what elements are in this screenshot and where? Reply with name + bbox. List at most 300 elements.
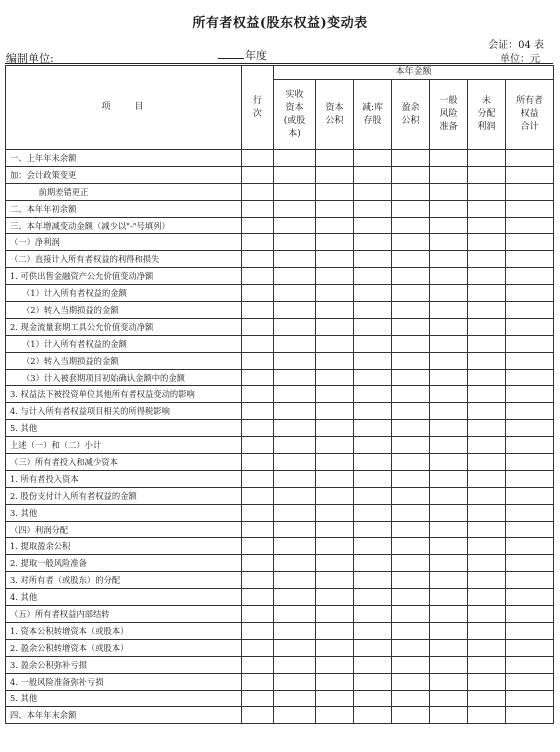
amount-cell[interactable] (468, 234, 506, 251)
amount-cell[interactable] (316, 437, 354, 454)
amount-cell[interactable] (506, 150, 554, 167)
line-number-cell[interactable] (242, 302, 274, 319)
amount-cell[interactable] (316, 454, 354, 471)
amount-cell[interactable] (316, 690, 354, 707)
amount-cell[interactable] (354, 217, 392, 234)
amount-cell[interactable] (468, 690, 506, 707)
amount-cell[interactable] (354, 150, 392, 167)
amount-cell[interactable] (506, 369, 554, 386)
amount-cell[interactable] (316, 673, 354, 690)
amount-cell[interactable] (354, 470, 392, 487)
amount-cell[interactable] (354, 521, 392, 538)
amount-cell[interactable] (506, 200, 554, 217)
amount-cell[interactable] (430, 437, 468, 454)
amount-cell[interactable] (392, 454, 430, 471)
amount-cell[interactable] (354, 420, 392, 437)
amount-cell[interactable] (316, 318, 354, 335)
line-number-cell[interactable] (242, 521, 274, 538)
amount-cell[interactable] (354, 234, 392, 251)
amount-cell[interactable] (468, 285, 506, 302)
row-label: 1. 资本公积转增资本（或股本） (6, 622, 242, 639)
amount-cell[interactable] (392, 268, 430, 285)
line-number-cell[interactable] (242, 285, 274, 302)
amount-cell[interactable] (274, 487, 316, 504)
table-row (6, 302, 554, 319)
amount-cell[interactable] (430, 656, 468, 673)
amount-cell[interactable] (430, 504, 468, 521)
amount-cell[interactable] (354, 369, 392, 386)
amount-cell[interactable] (316, 470, 354, 487)
amount-cell[interactable] (468, 302, 506, 319)
amount-cell[interactable] (274, 251, 316, 268)
amount-cell[interactable] (468, 521, 506, 538)
amount-cell[interactable] (354, 251, 392, 268)
amount-cell[interactable] (274, 420, 316, 437)
row-label: （五）所有者权益内部结转 (6, 606, 242, 623)
amount-cell[interactable] (354, 487, 392, 504)
row-label: 2. 股份支付计入所有者权益的金额 (6, 487, 242, 504)
amount-cell[interactable] (354, 335, 392, 352)
row-label: （2）转入当期损益的金额 (6, 352, 242, 369)
row-label: （1）计入所有者权益的金额 (6, 285, 242, 302)
amount-cell[interactable] (430, 487, 468, 504)
amount-cell[interactable] (392, 589, 430, 606)
amount-cell[interactable] (468, 369, 506, 386)
amount-cell[interactable] (274, 386, 316, 403)
amount-cell[interactable] (274, 606, 316, 623)
line-number-cell[interactable] (242, 504, 274, 521)
amount-cell[interactable] (316, 386, 354, 403)
amount-cell[interactable] (354, 352, 392, 369)
amount-cell[interactable] (392, 386, 430, 403)
line-number-cell[interactable] (242, 572, 274, 589)
amount-cell[interactable] (506, 454, 554, 471)
amount-cell[interactable] (430, 352, 468, 369)
amount-cell[interactable] (316, 234, 354, 251)
amount-cell[interactable] (506, 318, 554, 335)
amount-cell[interactable] (354, 285, 392, 302)
amount-cell[interactable] (430, 318, 468, 335)
treasury-stock-header: 减:库 存股 (354, 80, 392, 150)
amount-cell[interactable] (354, 166, 392, 183)
line-number-cell[interactable] (242, 437, 274, 454)
amount-cell[interactable] (316, 302, 354, 319)
amount-cell[interactable] (274, 504, 316, 521)
amount-cell[interactable] (274, 538, 316, 555)
amount-cell[interactable] (316, 639, 354, 656)
amount-cell[interactable] (430, 403, 468, 420)
amount-cell[interactable] (316, 200, 354, 217)
amount-cell[interactable] (506, 166, 554, 183)
amount-cell[interactable] (392, 420, 430, 437)
amount-cell[interactable] (354, 622, 392, 639)
amount-cell[interactable] (316, 268, 354, 285)
amount-cell[interactable] (274, 302, 316, 319)
amount-cell[interactable] (430, 285, 468, 302)
amount-cell[interactable] (316, 420, 354, 437)
line-number-cell[interactable] (242, 673, 274, 690)
amount-cell[interactable] (430, 538, 468, 555)
amount-cell[interactable] (392, 656, 430, 673)
amount-cell[interactable] (506, 335, 554, 352)
amount-cell[interactable] (274, 572, 316, 589)
amount-cell[interactable] (506, 251, 554, 268)
amount-cell[interactable] (468, 639, 506, 656)
amount-cell[interactable] (354, 555, 392, 572)
amount-cell[interactable] (506, 504, 554, 521)
amount-cell[interactable] (354, 183, 392, 200)
amount-cell[interactable] (354, 268, 392, 285)
line-number-cell[interactable] (242, 555, 274, 572)
amount-cell[interactable] (316, 707, 354, 724)
amount-cell[interactable] (430, 470, 468, 487)
amount-cell[interactable] (354, 589, 392, 606)
amount-cell[interactable] (506, 234, 554, 251)
amount-cell[interactable] (392, 318, 430, 335)
amount-cell[interactable] (430, 335, 468, 352)
amount-cell[interactable] (506, 622, 554, 639)
line-number-cell[interactable] (242, 656, 274, 673)
amount-cell[interactable] (392, 572, 430, 589)
form-number: 会证：04 表 (488, 40, 544, 51)
amount-cell[interactable] (392, 639, 430, 656)
amount-cell[interactable] (274, 403, 316, 420)
amount-cell[interactable] (468, 589, 506, 606)
amount-cell[interactable] (316, 487, 354, 504)
amount-cell[interactable] (430, 369, 468, 386)
amount-cell[interactable] (354, 690, 392, 707)
amount-cell[interactable] (506, 470, 554, 487)
amount-cell[interactable] (430, 386, 468, 403)
line-number-cell[interactable] (242, 217, 274, 234)
line-number-cell[interactable] (242, 639, 274, 656)
amount-cell[interactable] (274, 318, 316, 335)
amount-cell[interactable] (274, 454, 316, 471)
amount-cell[interactable] (430, 420, 468, 437)
amount-cell[interactable] (506, 302, 554, 319)
amount-cell[interactable] (274, 183, 316, 200)
amount-cell[interactable] (506, 656, 554, 673)
amount-cell[interactable] (468, 707, 506, 724)
row-label: 上述（一）和（二）小计 (6, 437, 242, 454)
amount-cell[interactable] (274, 555, 316, 572)
line-number-cell[interactable] (242, 487, 274, 504)
line-number-cell[interactable] (242, 690, 274, 707)
amount-cell[interactable] (274, 656, 316, 673)
amount-cell[interactable] (392, 673, 430, 690)
amount-cell[interactable] (274, 437, 316, 454)
amount-cell[interactable] (392, 166, 430, 183)
amount-cell[interactable] (468, 183, 506, 200)
amount-cell[interactable] (506, 707, 554, 724)
line-number-cell[interactable] (242, 335, 274, 352)
amount-cell[interactable] (392, 487, 430, 504)
amount-cell[interactable] (316, 166, 354, 183)
year-blank-line[interactable] (218, 58, 244, 59)
amount-cell[interactable] (392, 251, 430, 268)
amount-cell[interactable] (274, 217, 316, 234)
line-number-cell[interactable] (242, 589, 274, 606)
amount-cell[interactable] (430, 673, 468, 690)
line-number-cell[interactable] (242, 538, 274, 555)
amount-cell[interactable] (430, 251, 468, 268)
amount-cell[interactable] (506, 538, 554, 555)
amount-cell[interactable] (468, 251, 506, 268)
amount-cell[interactable] (430, 234, 468, 251)
amount-cell[interactable] (392, 234, 430, 251)
amount-cell[interactable] (274, 352, 316, 369)
amount-cell[interactable] (274, 166, 316, 183)
amount-cell[interactable] (316, 369, 354, 386)
amount-cell[interactable] (468, 487, 506, 504)
amount-cell[interactable] (430, 555, 468, 572)
amount-cell[interactable] (468, 268, 506, 285)
amount-cell[interactable] (392, 150, 430, 167)
amount-cell[interactable] (430, 302, 468, 319)
line-number-cell[interactable] (242, 403, 274, 420)
table-row (6, 487, 554, 504)
amount-cell[interactable] (316, 217, 354, 234)
amount-cell[interactable] (468, 386, 506, 403)
amount-cell[interactable] (392, 217, 430, 234)
amount-cell[interactable] (316, 572, 354, 589)
amount-cell[interactable] (430, 690, 468, 707)
amount-cell[interactable] (316, 251, 354, 268)
amount-cell[interactable] (430, 639, 468, 656)
amount-cell[interactable] (430, 606, 468, 623)
amount-cell[interactable] (392, 470, 430, 487)
amount-cell[interactable] (316, 555, 354, 572)
amount-cell[interactable] (354, 606, 392, 623)
amount-cell[interactable] (316, 150, 354, 167)
amount-cell[interactable] (392, 369, 430, 386)
amount-cell[interactable] (506, 420, 554, 437)
row-label: 1. 所有者投入资本 (6, 470, 242, 487)
amount-cell[interactable] (468, 555, 506, 572)
amount-cell[interactable] (354, 673, 392, 690)
amount-cell[interactable] (430, 707, 468, 724)
amount-cell[interactable] (506, 183, 554, 200)
amount-cell[interactable] (316, 403, 354, 420)
amount-cell[interactable] (274, 234, 316, 251)
amount-cell[interactable] (392, 200, 430, 217)
amount-cell[interactable] (430, 622, 468, 639)
amount-cell[interactable] (392, 437, 430, 454)
amount-cell[interactable] (506, 285, 554, 302)
line-number-cell[interactable] (242, 454, 274, 471)
amount-cell[interactable] (316, 622, 354, 639)
amount-cell[interactable] (468, 150, 506, 167)
amount-cell[interactable] (392, 352, 430, 369)
row-label: （三）所有者投入和减少资本 (6, 454, 242, 471)
amount-cell[interactable] (468, 454, 506, 471)
amount-cell[interactable] (316, 606, 354, 623)
amount-cell[interactable] (506, 487, 554, 504)
amount-cell[interactable] (354, 454, 392, 471)
amount-cell[interactable] (430, 572, 468, 589)
amount-cell[interactable] (392, 690, 430, 707)
table-row (6, 285, 554, 302)
amount-cell[interactable] (468, 572, 506, 589)
amount-cell[interactable] (468, 437, 506, 454)
amount-cell[interactable] (468, 318, 506, 335)
amount-cell[interactable] (392, 285, 430, 302)
amount-cell[interactable] (468, 200, 506, 217)
amount-cell[interactable] (392, 538, 430, 555)
line-number-cell[interactable] (242, 268, 274, 285)
line-number-cell[interactable] (242, 622, 274, 639)
amount-cell[interactable] (392, 555, 430, 572)
amount-cell[interactable] (316, 521, 354, 538)
amount-cell[interactable] (274, 707, 316, 724)
amount-cell[interactable] (392, 335, 430, 352)
amount-cell[interactable] (316, 285, 354, 302)
row-label: 前期差错更正 (6, 183, 242, 200)
report-title: 所有者权益(股东权益)变动表 (192, 16, 368, 31)
line-number-cell[interactable] (242, 200, 274, 217)
amount-cell[interactable] (430, 200, 468, 217)
line-number-cell[interactable] (242, 166, 274, 183)
amount-cell[interactable] (392, 302, 430, 319)
amount-cell[interactable] (468, 335, 506, 352)
amount-cell[interactable] (468, 538, 506, 555)
amount-cell[interactable] (506, 268, 554, 285)
amount-cell[interactable] (430, 521, 468, 538)
amount-cell[interactable] (274, 369, 316, 386)
amount-cell[interactable] (354, 302, 392, 319)
amount-cell[interactable] (316, 656, 354, 673)
amount-cell[interactable] (506, 386, 554, 403)
line-number-cell[interactable] (242, 318, 274, 335)
amount-cell[interactable] (274, 690, 316, 707)
amount-cell[interactable] (430, 217, 468, 234)
amount-cell[interactable] (468, 166, 506, 183)
amount-cell[interactable] (354, 386, 392, 403)
amount-cell[interactable] (274, 150, 316, 167)
amount-cell[interactable] (430, 454, 468, 471)
row-label: （3）计入被套期项目初始确认金额中的金额 (6, 369, 242, 386)
amount-cell[interactable] (468, 656, 506, 673)
line-number-cell[interactable] (242, 352, 274, 369)
table-row (6, 437, 554, 454)
amount-cell[interactable] (392, 183, 430, 200)
table-row (6, 335, 554, 352)
amount-cell[interactable] (354, 538, 392, 555)
amount-cell[interactable] (506, 572, 554, 589)
amount-cell[interactable] (274, 589, 316, 606)
amount-cell[interactable] (274, 268, 316, 285)
amount-cell[interactable] (274, 470, 316, 487)
amount-cell[interactable] (506, 521, 554, 538)
amount-cell[interactable] (506, 639, 554, 656)
header-rule (5, 63, 553, 64)
amount-cell[interactable] (392, 504, 430, 521)
amount-cell[interactable] (392, 622, 430, 639)
amount-cell[interactable] (506, 673, 554, 690)
amount-cell[interactable] (468, 504, 506, 521)
amount-cell[interactable] (430, 589, 468, 606)
amount-cell[interactable] (506, 690, 554, 707)
amount-cell[interactable] (316, 504, 354, 521)
amount-cell[interactable] (430, 150, 468, 167)
amount-cell[interactable] (354, 707, 392, 724)
amount-cell[interactable] (274, 673, 316, 690)
table-row (6, 183, 554, 200)
amount-cell[interactable] (430, 268, 468, 285)
amount-cell[interactable] (274, 200, 316, 217)
amount-cell[interactable] (354, 572, 392, 589)
amount-cell[interactable] (506, 403, 554, 420)
amount-cell[interactable] (468, 352, 506, 369)
amount-cell[interactable] (274, 285, 316, 302)
amount-cell[interactable] (316, 335, 354, 352)
amount-cell[interactable] (506, 606, 554, 623)
amount-cell[interactable] (274, 521, 316, 538)
amount-cell[interactable] (392, 707, 430, 724)
line-number-cell[interactable] (242, 369, 274, 386)
line-number-cell[interactable] (242, 606, 274, 623)
amount-cell[interactable] (468, 420, 506, 437)
amount-cell[interactable] (468, 622, 506, 639)
amount-cell[interactable] (430, 166, 468, 183)
line-number-cell[interactable] (242, 707, 274, 724)
table-row (6, 639, 554, 656)
amount-cell[interactable] (506, 589, 554, 606)
amount-cell[interactable] (274, 639, 316, 656)
amount-cell[interactable] (354, 639, 392, 656)
amount-cell[interactable] (468, 606, 506, 623)
amount-cell[interactable] (392, 521, 430, 538)
amount-cell[interactable] (506, 555, 554, 572)
amount-cell[interactable] (506, 437, 554, 454)
amount-cell[interactable] (392, 606, 430, 623)
line-number-cell[interactable] (242, 470, 274, 487)
table-row (6, 673, 554, 690)
amount-cell[interactable] (430, 183, 468, 200)
row-label: 3. 其他 (6, 504, 242, 521)
line-number-cell[interactable] (242, 386, 274, 403)
line-number-cell[interactable] (242, 420, 274, 437)
amount-cell[interactable] (354, 504, 392, 521)
amount-cell[interactable] (316, 538, 354, 555)
amount-cell[interactable] (468, 470, 506, 487)
amount-cell[interactable] (506, 352, 554, 369)
amount-cell[interactable] (316, 352, 354, 369)
amount-cell[interactable] (354, 403, 392, 420)
table-row (6, 166, 554, 183)
amount-cell[interactable] (274, 622, 316, 639)
amount-cell[interactable] (354, 656, 392, 673)
general-risk-reserve-header: 一般 风险 准备 (430, 80, 468, 150)
amount-cell[interactable] (354, 437, 392, 454)
amount-cell[interactable] (468, 217, 506, 234)
amount-cell[interactable] (274, 335, 316, 352)
amount-cell[interactable] (392, 403, 430, 420)
amount-cell[interactable] (354, 318, 392, 335)
row-label: 5. 其他 (6, 420, 242, 437)
line-number-cell[interactable] (242, 183, 274, 200)
line-number-cell[interactable] (242, 251, 274, 268)
amount-cell[interactable] (354, 200, 392, 217)
amount-cell[interactable] (468, 673, 506, 690)
amount-cell[interactable] (468, 403, 506, 420)
amount-cell[interactable] (316, 183, 354, 200)
amount-cell[interactable] (316, 589, 354, 606)
line-number-cell[interactable] (242, 150, 274, 167)
row-label: 4. 一般风险准备弥补亏损 (6, 673, 242, 690)
amount-cell[interactable] (506, 217, 554, 234)
line-number-cell[interactable] (242, 234, 274, 251)
